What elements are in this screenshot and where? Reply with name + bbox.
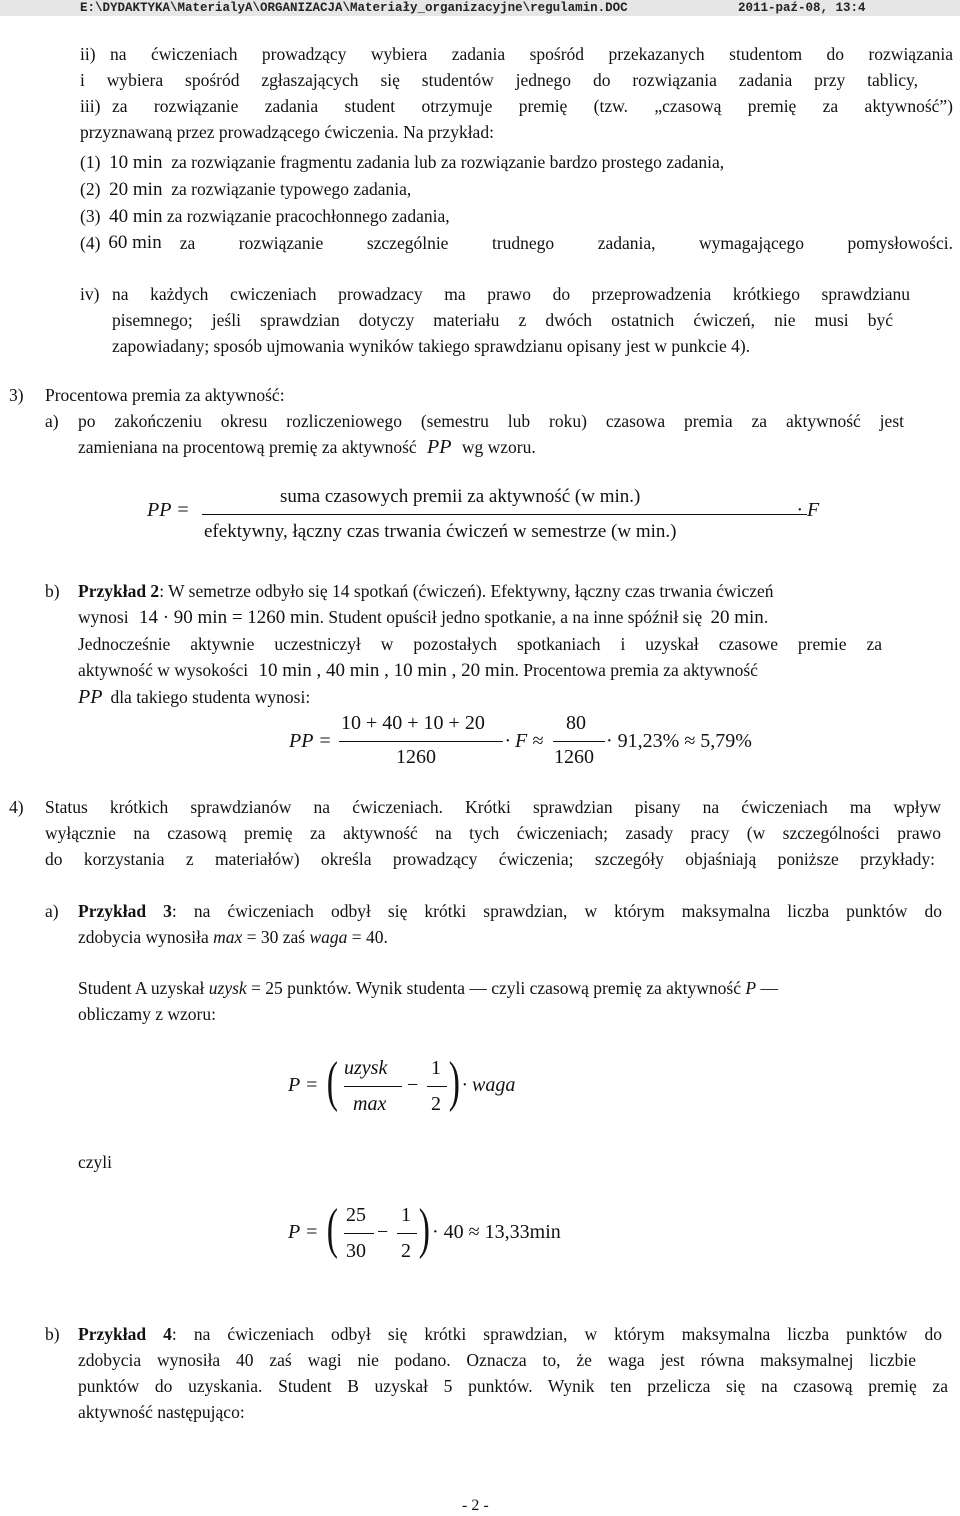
formula4-half-den: 2 bbox=[401, 1240, 411, 1262]
section-4-label: 4) bbox=[9, 797, 24, 817]
formula4-half-bar bbox=[397, 1233, 417, 1234]
example-text: za rozwiązanie szczególnie trudnego zadania, wymagającego pomysłowości. bbox=[179, 233, 953, 253]
item-iii-label: iii) bbox=[80, 96, 101, 116]
section-4a-label: a) bbox=[45, 901, 59, 921]
formula1-denominator: efektywny, łączny czas trwania ćwiczeń w semestrze (w min.) bbox=[204, 521, 677, 542]
example-text: za rozwiązanie typowego zadania, bbox=[171, 179, 412, 199]
item-iii-line2 bbox=[80, 121, 494, 143]
example-row-2 bbox=[80, 178, 411, 201]
section-3b-label: b) bbox=[45, 581, 60, 601]
section-3b-line2b: . Student opuścił jedno spotkanie, a na inne spóźnił się bbox=[319, 607, 703, 627]
formula3-bar bbox=[344, 1086, 402, 1087]
example-num: (2) bbox=[80, 179, 101, 199]
formula1-rhs: · F bbox=[797, 499, 820, 521]
waga-var: waga bbox=[309, 927, 348, 947]
formula4-open-paren: ( bbox=[326, 1198, 338, 1260]
section-3b-line4a: aktywność w wysokości bbox=[78, 660, 249, 680]
item-iii-line2b: Na przykład: bbox=[403, 122, 494, 142]
formula3-half-den: 2 bbox=[431, 1093, 441, 1115]
item-iv-line1: na każdych cwiczeniach prowadzacy ma prawo do przeprowadzenia krótkiego sprawdzianu bbox=[112, 284, 910, 304]
section-3b-line3: Jednocześnie aktywnie uczestniczył w pozostałych spotkaniach i uzyskał czasowe premie za bbox=[78, 634, 882, 654]
formula2-mid: · F ≈ bbox=[505, 730, 544, 752]
example-num: (1) bbox=[80, 152, 101, 172]
file-date: 2011-paź-08, 13:4 bbox=[738, 1, 866, 15]
section-3-label: 3) bbox=[9, 385, 24, 405]
section-3b-line5 bbox=[78, 686, 310, 708]
section-3b-line2 bbox=[78, 606, 768, 629]
pp-symbol: PP bbox=[427, 436, 452, 458]
formula3-half-bar bbox=[427, 1086, 447, 1087]
section-3b-line1 bbox=[78, 580, 774, 602]
section-3b-line4 bbox=[78, 659, 758, 682]
formula2-rhs: · 91,23% ≈ 5,79% bbox=[606, 730, 752, 752]
late-time-math: 20 min bbox=[710, 607, 764, 628]
max-var: max bbox=[213, 927, 243, 947]
p-var: P bbox=[745, 978, 757, 998]
item-iii-line2a: przyznawaną przez prowadzącego ćwiczenia. bbox=[80, 122, 399, 142]
formula3-lhs: P = bbox=[288, 1074, 319, 1096]
formula3-half-num: 1 bbox=[431, 1057, 441, 1079]
section-4a-p1a: Student A uzyskał bbox=[78, 978, 209, 998]
formula1-numerator: suma czasowych premii za aktywność (w min.) bbox=[280, 486, 641, 507]
item-ii-label: ii) bbox=[80, 44, 96, 64]
formula1-lhs: PP = bbox=[147, 499, 190, 521]
item-iv-line2: pisemnego; jeśli sprawdzian dotyczy materiału z dwóch ostatnich ćwiczeń, nie musi być bbox=[112, 310, 893, 330]
section-4a-line2 bbox=[78, 926, 388, 948]
example-text: za rozwiązanie pracochłonnego zadania, bbox=[166, 206, 450, 226]
item-iv-label: iv) bbox=[80, 284, 100, 304]
example-num: (3) bbox=[80, 206, 101, 226]
section-4b-label: b) bbox=[45, 1324, 60, 1344]
section-3a-line1: po zakończeniu okresu rozliczeniowego (semestru lub roku) czasowa premia za aktywność jest bbox=[78, 411, 904, 431]
example-time: 10 min bbox=[109, 152, 163, 173]
formula4-num: 25 bbox=[346, 1204, 366, 1226]
section-4a-line2c: = 40. bbox=[347, 927, 388, 947]
example2-title: Przykład 2 bbox=[78, 581, 160, 601]
formula3-num: uzysk bbox=[344, 1057, 388, 1079]
section-3a-label: a) bbox=[45, 411, 59, 431]
example-row-1 bbox=[80, 151, 724, 174]
section-4a-line1 bbox=[78, 900, 942, 922]
section-3-title: Procentowa premia za aktywność: bbox=[45, 385, 285, 405]
section-3b-line5-text: dla takiego studenta wynosi: bbox=[110, 687, 311, 707]
pp-symbol: PP bbox=[78, 686, 103, 708]
file-header bbox=[0, 0, 960, 16]
section-4a-p1c: — bbox=[756, 978, 778, 998]
formula4-lhs: P = bbox=[288, 1221, 319, 1243]
section-3b-line2a: wynosi bbox=[78, 607, 129, 627]
section-3b-line4b: . Procentowa premia za aktywność bbox=[514, 660, 758, 680]
premium-values: 10 min , 40 min , 10 min , 20 min bbox=[258, 660, 515, 681]
example3-title: Przykład 3 bbox=[78, 901, 172, 921]
section-4a-p2: obliczamy z wzoru: bbox=[78, 1004, 217, 1024]
formula4-bar bbox=[344, 1233, 374, 1234]
section-4-line2: wyłącznie na czasową premię za aktywność na tych ćwiczeniach; zasady pracy (w szczególności prawo bbox=[45, 823, 941, 843]
section-4b-line2: zdobycia wynosiła 40 zaś wagi nie podano. Oznacza to, że waga jest równa maksymalnej liczbie bbox=[78, 1350, 916, 1370]
section-4b-line4: aktywność następująco: bbox=[78, 1402, 245, 1422]
section-4a-line2a: zdobycia wynosiła bbox=[78, 927, 209, 947]
section-4-line1: Status krótkich sprawdzianów na ćwiczeniach. Krótki sprawdzian pisany na ćwiczeniach ma wpływ bbox=[45, 797, 941, 817]
formula4-rhs: · 40 ≈ 13,33min bbox=[432, 1221, 561, 1243]
example-text: za rozwiązanie fragmentu zadania lub za rozwiązanie bardzo prostego zadania, bbox=[171, 152, 725, 172]
example-row-3 bbox=[80, 205, 450, 228]
example-num: (4) bbox=[80, 233, 101, 253]
formula4-half-num: 1 bbox=[401, 1204, 411, 1226]
item-ii-line1: na ćwiczeniach prowadzący wybiera zadania spośród przekazanych studentom do rozwiązania bbox=[110, 44, 953, 64]
section-3b-line2c: . bbox=[763, 607, 769, 627]
formula3-minus: − bbox=[407, 1074, 419, 1096]
formula1-fraction-bar bbox=[202, 514, 807, 515]
example4-title: Przykład 4 bbox=[78, 1324, 172, 1344]
section-4a-p1 bbox=[78, 977, 778, 999]
item-ii-line2: i wybiera spośród zgłaszających się studentów jednego do rozwiązania zadania przy tablicy, bbox=[80, 70, 918, 90]
formula2-num1: 10 + 40 + 10 + 20 bbox=[341, 712, 485, 734]
section-3b-text: : W semetrze odbyło się 14 spotkań (ćwiczeń). Efektywny, łączny czas trwania ćwiczeń bbox=[159, 581, 774, 601]
section-4b-text: : na ćwiczeniach odbył się krótki sprawdzian, w którym maksymalna liczba punktów do bbox=[171, 1324, 942, 1344]
uzysk-var: uzysk bbox=[208, 978, 247, 998]
formula2-bar1 bbox=[339, 741, 503, 742]
item-iii-line1: za rozwiązanie zadania student otrzymuje premię (tzw. „czasową premię za aktywność”) bbox=[112, 96, 953, 116]
section-4a-text: : na ćwiczeniach odbył się krótki sprawdzian, w którym maksymalna liczba punktów do bbox=[171, 901, 942, 921]
total-time-math: 14 · 90 min = 1260 min bbox=[138, 607, 320, 628]
item-iv-line3: zapowiadany; sposób ujmowania wyników takiego sprawdzianu opisany jest w punkcie 4). bbox=[112, 336, 751, 356]
formula4-close-paren: ) bbox=[418, 1198, 430, 1260]
example-time: 60 min bbox=[108, 232, 162, 253]
formula2-num2: 80 bbox=[566, 712, 586, 734]
file-path: E:\DYDAKTYKA\MaterialyA\ORGANIZACJA\Materiały_organizacyjne\regulamin.DOC bbox=[80, 1, 628, 15]
czyli-text: czyli bbox=[78, 1152, 113, 1172]
formula3-rhs: · waga bbox=[462, 1074, 516, 1096]
section-4b-line3: punktów do uzyskania. Student B uzyskał 5 punktów. Wynik ten przelicza się na czasową premię za bbox=[78, 1376, 948, 1396]
example-time: 40 min bbox=[109, 206, 163, 227]
formula2-den1: 1260 bbox=[396, 746, 436, 768]
section-3a-text: zamieniana na procentową premię za aktywność bbox=[78, 437, 417, 457]
formula3-close-paren: ) bbox=[448, 1051, 460, 1113]
page-number: - 2 - bbox=[462, 1497, 489, 1514]
formula2-bar2 bbox=[553, 741, 605, 742]
section-4a-line2b: = 30 zaś bbox=[242, 927, 310, 947]
example-time: 20 min bbox=[109, 179, 163, 200]
section-3a-line2 bbox=[78, 436, 536, 458]
formula3-den: max bbox=[353, 1093, 387, 1115]
section-3a-end: wg wzoru. bbox=[461, 437, 536, 457]
formula4-minus: − bbox=[377, 1221, 389, 1243]
formula2-den2: 1260 bbox=[554, 746, 594, 768]
formula3-open-paren: ( bbox=[326, 1051, 338, 1113]
section-4b-line1 bbox=[78, 1323, 942, 1345]
section-4a-p1b: = 25 punktów. Wynik studenta — czyli czasową premię za aktywność bbox=[246, 978, 746, 998]
section-4-line3: do korzystania z materiałów) określa prowadzący ćwiczenia; szczegóły objaśniają poniższe przykłady: bbox=[45, 849, 935, 869]
formula2-lhs: PP = bbox=[289, 730, 332, 752]
example-row-4 bbox=[80, 232, 953, 254]
formula4-den: 30 bbox=[346, 1240, 366, 1262]
